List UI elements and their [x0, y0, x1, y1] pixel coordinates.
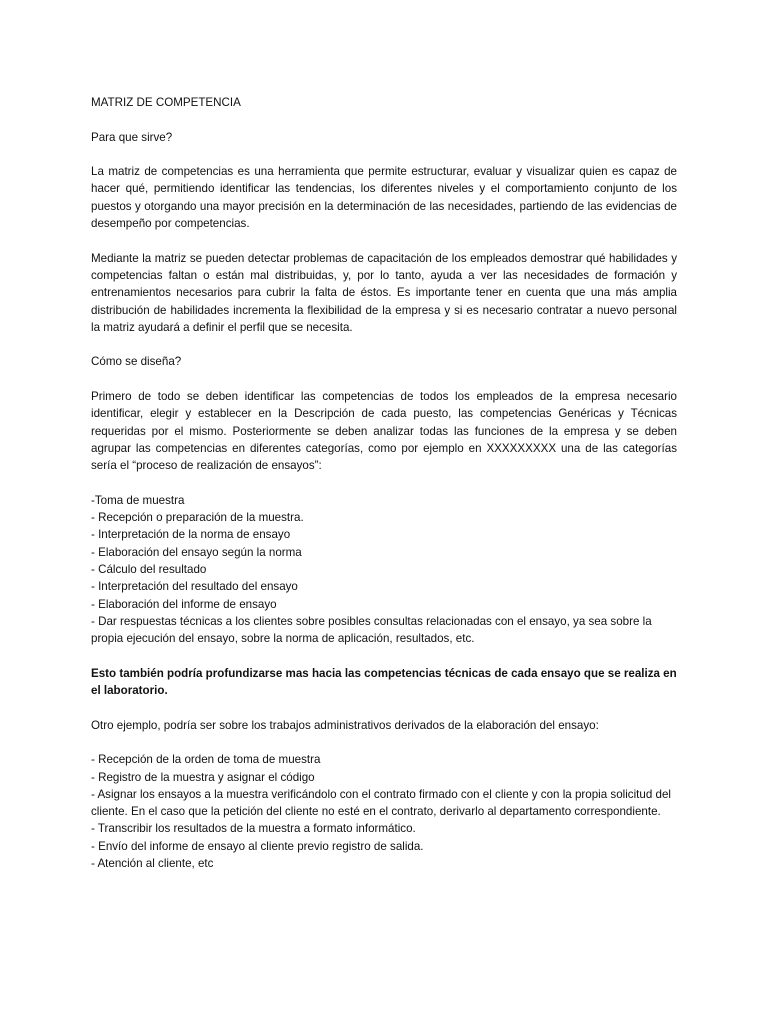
competency-list-admin — [91, 751, 677, 872]
list-item: - Recepción de la orden de toma de muestra — [91, 753, 321, 767]
list-item: - Envío del informe de ensayo al cliente previo registro de salida. — [91, 839, 424, 853]
list-item: - Elaboración del ensayo según la norma — [91, 545, 302, 559]
list-item: -Toma de muestra — [91, 493, 185, 507]
paragraph-design-steps: Primero de todo se deben identificar las competencias de todos los empleados de la empresa necesario identificar, elegir y establecer en la Descripción de cada puesto, las competencias Genéricas y Técnicas requeridas por el mismo. Posteriormente se deben analizar todas las funciones de la empresa y se deben agrupar las competencias en diferentes categorías, como por ejemplo en XXXXXXXXX una de las categorías sería el “proceso de realización de ensayos”: — [91, 390, 677, 473]
paragraph-definition: La matriz de competencias es una herramienta que permite estructurar, evaluar y visualizar quien es capaz de hacer qué, permitiendo identificar las tendencias, los diferentes niveles y el comportamiento conjunto de los puestos y otorgando una mayor precisión en la determinación de las necesidades, partiendo de las evidencias de desempeño por competencias. — [91, 165, 677, 231]
list-item: - Interpretación de la norma de ensayo — [91, 528, 291, 542]
section-heading-purpose: Para que sirve? — [91, 130, 173, 144]
list-item: - Cálculo del resultado — [91, 563, 207, 577]
list-item: - Dar respuestas técnicas a los clientes sobre posibles consultas relacionadas con el ensayo, ya sea sobre la propia ejecución del ensayo, sobre la norma de aplicación, resultados, etc. — [91, 614, 652, 646]
list-item: - Registro de la muestra y asignar el código — [91, 770, 315, 784]
document-title: MATRIZ DE COMPETENCIA — [91, 96, 241, 109]
document-page — [91, 94, 677, 890]
competency-list-testing — [91, 492, 677, 648]
list-item: - Asignar los ensayos a la muestra verificándolo con el contrato firmado con el cliente y con la propia solicitud del cliente. En el caso que la petición del cliente no esté en el contrato, derivarlo al departamento correspondiente. — [91, 787, 671, 819]
paragraph-technical-depth: Esto también podría profundizarse mas hacia las competencias técnicas de cada ensayo que se realiza en el laboratorio. — [91, 666, 677, 698]
list-item: - Elaboración del informe de ensayo — [91, 597, 277, 611]
list-item: - Atención al cliente, etc — [91, 857, 214, 871]
list-item: - Recepción o preparación de la muestra. — [91, 511, 304, 525]
paragraph-detection: Mediante la matriz se pueden detectar problemas de capacitación de los empleados demostrar qué habilidades y competencias faltan o están mal distribuidas, y, por lo tanto, ayuda a ver las necesidades de formación y entrenamientos necesarios para cubrir la falta de éstos. Es importante tener en cuenta que una más amplia distribución de habilidades incrementa la flexibilidad de la empresa y si es necesario contratar a nuevo personal la matriz ayudará a definir el perfil que se necesita. — [91, 251, 677, 334]
list-item: - Transcribir los resultados de la muestra a formato informático. — [91, 822, 416, 836]
list-item: - Interpretación del resultado del ensayo — [91, 580, 298, 594]
paragraph-admin-example: Otro ejemplo, podría ser sobre los trabajos administrativos derivados de la elaboración del ensayo: — [91, 718, 599, 732]
section-heading-design: Cómo se diseña? — [91, 355, 182, 369]
